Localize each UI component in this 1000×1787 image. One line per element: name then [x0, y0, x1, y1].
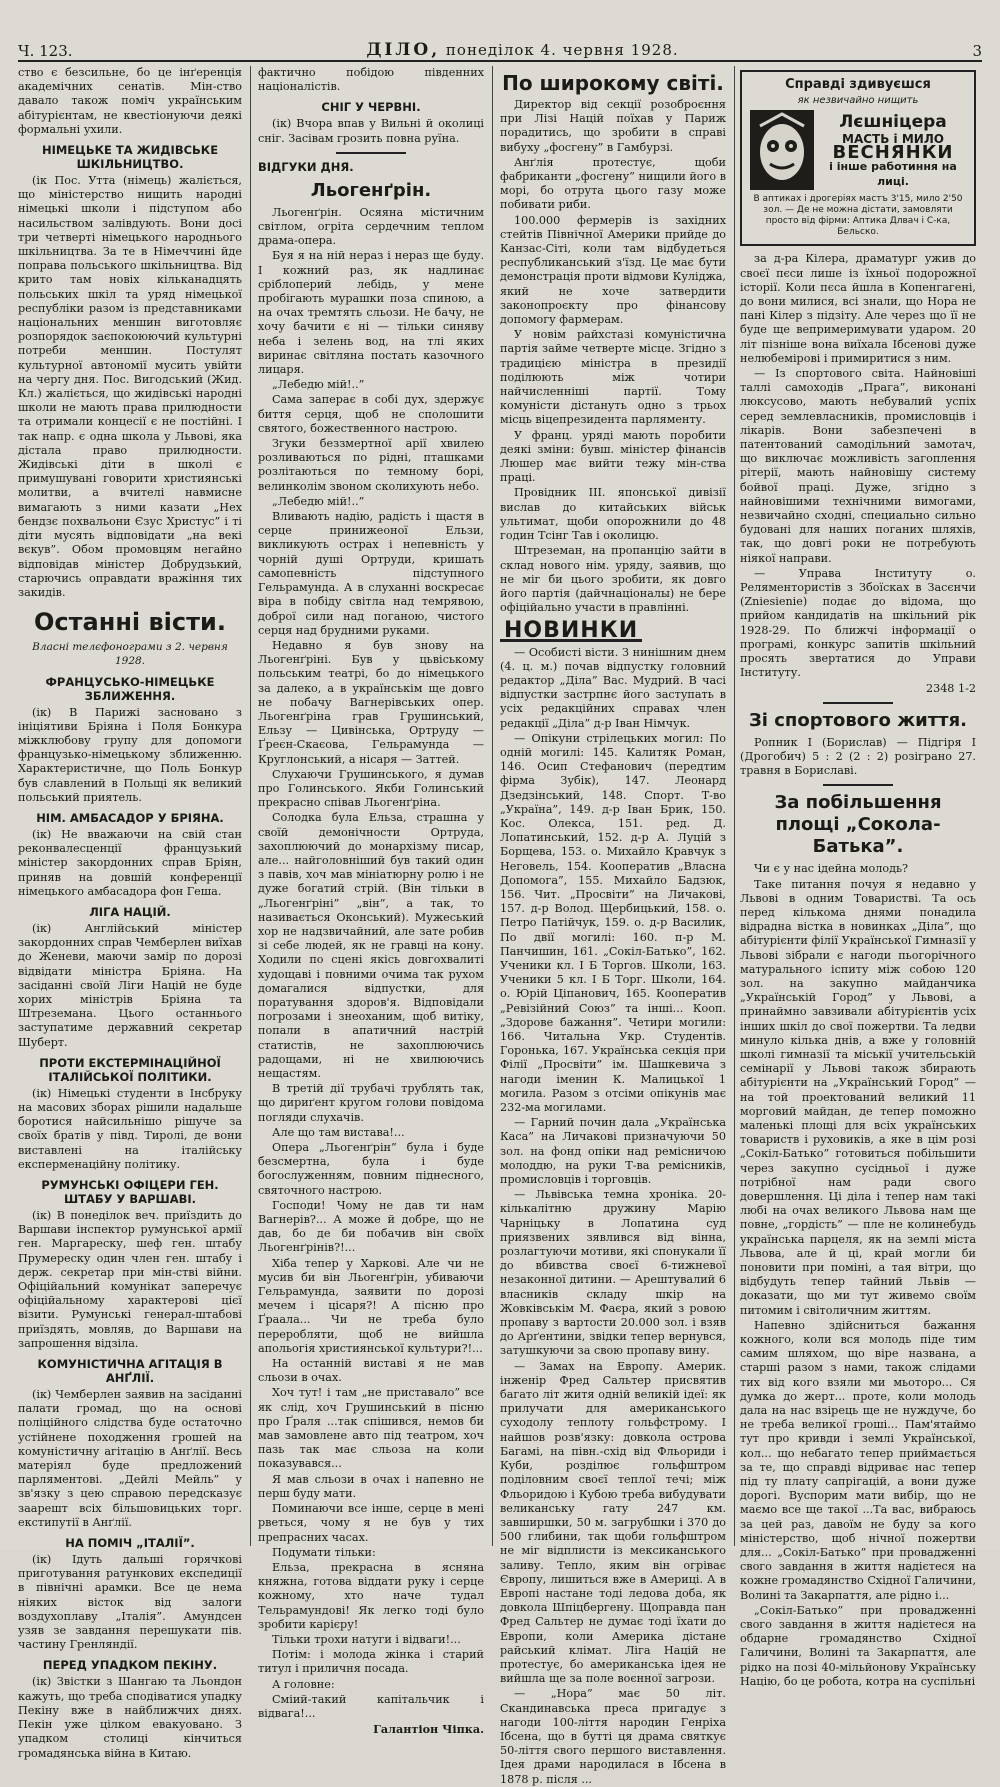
- news-item: — Гарний почин дала „Українська Каса” на Личакові призначуючи 50 зол. на фонд опіки над ремісничою молоддю, на руки Т-ва ремісників, промисловців і торговців.: [500, 1116, 726, 1187]
- article-text: Директор від секції розоброєння при Лізі Націй поїхав у Париж порадитись, що зробити в справі вибуху „фосгену” в Гамбурзі.: [500, 98, 726, 154]
- article-text: фактично побідою південних націоналістів.: [258, 66, 484, 94]
- article-text: Напевно здійсниться бажання кожного, коли вся молодь піде тим самим шляхом, що віре названа, а старші разом з нами, також слідами тих від кого взяли ми мьоторо... Ся думка до жерт... проте, коли молодь дала на нас взірець ще не нуждуче, бо не треба великої гроші... Пам'ятаймо тут про кривди і землі Української, кол... що небагато тепер приймається за те, що справді відриває нас тепер під ту плату сапрігацій, а вони дуже дорогі. Вуспорим мати вибір, що не маємо все ще такої ...Та вас, вибраюсь за цей раз, давоїм не буду за кого міністерство, щоб нічної пожертви для... „Сокіл-Батько” при провадженні свого завдання в життя надієтеся на кожне громадянство Східної Галичини, Волині та Закарпаття, але рідно і...: [740, 1318, 976, 1602]
- column-divider: [250, 66, 251, 1546]
- article-text: А головне:: [272, 1677, 335, 1691]
- ad-product: МАСТЬ і МИЛО: [842, 132, 944, 146]
- section-subtitle: Власні телєфонограми з 2. червня 1928.: [32, 641, 228, 668]
- section-title-news: НОВИНКИ: [500, 624, 642, 641]
- article-heading: ПРОТИ ЕКСТЕРМІНАЦІЙНОЇ ІТАЛІЙСЬКОЇ ПОЛІТИКИ.: [39, 1055, 221, 1084]
- article-text: Господи! Чому не дав ти нам Вагнерів?... А може й добре, що не дав, бо де би побачив він своїх Льогенґрінів?!...: [258, 1198, 484, 1255]
- article-text: Провідник ІІІ. японської дивізії вислав до китайських військ ультимат, щоби опорожнили до 48 годин Тсінг Тав і околицю.: [500, 486, 726, 543]
- article-text: Тільки трохи натуги і відваги!...: [272, 1632, 461, 1646]
- article-text: Льогенґрін. Осяяна містичним світлом, огріта сердечним теплом драма-опера.: [258, 205, 484, 248]
- article-text: ство є безсильне, бо це інґеренція академічних сенатів. Мін-ство давало також поміч українським абітурієнтам, не квестіонуючи деякі формальні ухили.: [18, 66, 242, 136]
- advertisement-box: [740, 70, 976, 246]
- article-heading: СНІГ У ЧЕРВНІ.: [321, 100, 421, 115]
- column-2: [258, 66, 484, 1737]
- author-signature: Галантіон Чіпка.: [373, 1722, 484, 1737]
- article-text: Анґлія протестує, щоби фабриканти „фосгену” нищили його в морі, бо отрута цього газу може побивати риби.: [500, 155, 726, 212]
- ad-product-name: ВЕСНЯНКИ: [832, 142, 954, 164]
- article-text: Сміий-такий капітальчик і відвага!...: [258, 1692, 484, 1720]
- article-text: Штреземан, на пропанцію зайти в склад нового нім. уряду, заявив, що не міг би цього зробити, як довго його партія (дайчнаціоналы) не бере офіційально участи в правлінні.: [500, 544, 726, 615]
- article-title-lohengrin: Льогенґрін.: [310, 179, 432, 201]
- article-text: Недавно я був знову на Льогенґріні. Був у цьвіському польським театрі, бо до німецького за далеко, а в українськім ще довго не побачу Вагнерівських опер. Льогенґріна грав Грушинський, Ельзу — Цивінська, Ортруду — Ґреєн-Скаєова, Гельрамунда — Круглонський, а нісаря — Заттей.: [258, 638, 484, 766]
- article-text: Але що там вистава!...: [272, 1125, 405, 1139]
- article-text: Слухаючи Грушинського, я думав про Голинського. Якби Голинський прекрасно співав Льогенґріна.: [258, 767, 484, 810]
- ad-product-purpose: і інше работиння на лиці.: [829, 160, 957, 188]
- section-title-latest-news: Останні вісти.: [34, 608, 226, 637]
- article-text: „Лебедю мій!..”: [272, 378, 365, 392]
- ad-tagline: як незвичайно нищить: [797, 95, 919, 107]
- news-item: — Із спортового світа. Найновіші таллі самоходів „Прага”, виконані люксусово, мають небувалий успіх серед землевласників, промисловців і лікарів. Вони забезпечені в патентований самодільний замотач, що виключає можливість загоплення рітерії, мають найновішу систему бойвої праці. Дуже, згідно з найновішими технічними вимогами, незвичайно сходні, специально сильно будовані для наших поганих шляхів, так, що довгі роки не потребують ніякої направи.: [740, 367, 976, 565]
- column-divider: [734, 66, 735, 1546]
- masthead-rule: [18, 60, 982, 62]
- article-text: (ік) Чемберлен заявив на засіданні палати громад, що на основі поліційного слідства буде остаточно устійнене походження грошей на комуністичну агітацію в Анґлії. Весь матеріял буде предложений парляментові. „Дейлі Мейль” у зв'язку з цею справою передсказує заарешт всіх більшовицьких торг. екстипутії в Анґлії.: [18, 1388, 242, 1529]
- article-text: 100.000 фермерів із західних стейтів Північної Америки прийде до Канзас-Сіті, коли там відбудеться республиканський з'їзд. Це має бути демонстрація проти відмови Куліджа, який не хоче затвердити законопроєкту про фінансову допомогу фармерам.: [500, 213, 726, 327]
- page-number-label: Ч. 123.: [18, 42, 73, 60]
- article-heading: ЛІГА НАЦІЙ.: [89, 904, 171, 919]
- article-heading: ПЕРЕД УПАДКОМ ПЕКІНУ.: [42, 1658, 218, 1673]
- article-heading: НІМ. АМБАСАДОР У БРІЯНА.: [36, 810, 224, 825]
- masthead: [18, 30, 982, 60]
- article-heading: КОМУНІСТИЧНА АГІТАЦІЯ В АНҐЛІЇ.: [37, 1357, 223, 1386]
- ad-brand: Лєшніцера: [839, 112, 947, 132]
- article-text: Сама заперає в собі дух, здержує биття серця, щоб не сполошити святого, божественного настрою.: [258, 393, 484, 435]
- divider: [823, 702, 893, 704]
- article-text: Ропник І (Борислав) — Підгіря І (Дрогобич) 5 : 2 (2 : 2) розіграно 27. травня в Бориславі.: [740, 735, 976, 778]
- column-3: [500, 66, 726, 1786]
- article-text: На останній виставі я не мав сльози в очах.: [258, 1357, 484, 1385]
- article-text: У франц. уряді мають поробити деякі зміни: бувш. міністер фінансів Люшер має вийти тежу мін-ства праці.: [500, 428, 726, 485]
- news-item: — Замах на Европу. Америк. інженір Фред Сальтер присвятив багато літ житя одній великій ідеї: як прилучати для американського суходолу теплоту гольфстрому. І найшов розв'язку: довкола острова Багамі, на півн.-схід від Фльориди і Куби, розділює гольфштром поділовним своєї теплої течі; між Фльоридою і Кубою треба вибудувати великанську гату 247 км. завширшки, 50 м. загрубшки і 370 до 500 глибини, так щоби гольфштром не міг відплисти із мексиканського заливу. Тепло, яким він огріває Європу, лишиться вже в Америці. А в Европі настане тоді ледова доба, як довкола Шпіцбергену. Щоправда пан Фред Сальтер не думає тоді їхати до Европи, коли Америка дістане райський клімат. Ліга Націй не протестує, бо американська ідея не вийшла ще за поле воєнної загрози.: [500, 1359, 726, 1686]
- article-text: Потім: і молода жінка і старий титул і приличня посада.: [258, 1648, 484, 1676]
- article-text: Хоч тут! і там „не приставало” все як слід, хоч Грушинський в пісню про Ґраля ...так спішився, немов би мав замовлене авто під театром, хоч пазь так має сльоза на коли показувався...: [258, 1386, 484, 1471]
- article-heading: РУМУНСЬКІ ОФІЦЕРИ ГЕН. ШТАБУ У ВАРШАВІ.: [41, 1178, 219, 1206]
- newspaper-title: ДІЛО,: [366, 40, 441, 60]
- article-text: Подумати тільки:: [272, 1545, 376, 1559]
- article-text: Буя я на ній нераз і нераз ще буду. І кожний раз, як надлинає сріблоперий лебідь, у мене пробігають мурашки поза спиною, а на очах тремтять сльози. Не бачу, не хочу бачити є ні — тільки синяву неба і зелень вод, на тлі яких виринає світляна постать казочного лицаря.: [258, 249, 484, 377]
- notice-number: 2348 1-2: [925, 681, 976, 695]
- article-text: Я мав сльози в очах і напевно не перш буду мати.: [258, 1472, 484, 1500]
- article-text: „Сокіл-Батько” при провадженні свого завдання в життя надієтеся на обдарне громадянство Східної Галичини, Волині та Закарпаття, але рідко на позі 40-мільйонову Українську Націю, бо це робота, котра на суспільні: [740, 1603, 976, 1688]
- article-text: (ік) В понеділок веч. приїздить до Варшави інспектор румунської армії ген. Маргареску, шеф ген. штабу Прумереску один член ген. штабу і держ. секретар при мін-стві війни. Офіційальний комунікат заперечує офіційальному характерові цієї візити. Румунські генерал-штабові приїздять, мовляв, до Варшави на запрошення відзіла.: [18, 1209, 242, 1350]
- divider: [336, 152, 406, 154]
- news-item: — Особисті вісти. З нинішним днем (4. ц. м.) почав відпустку головний редактор „Діла” Вас. Мудрий. В часі відпустки застрпнє його заступать в усіх редакційних справах член редакції „Діла” д-р Іван Німчук.: [500, 645, 726, 730]
- article-text: У новім райхстазі комуністична партія займе четверте місце. Згідно з традицією міністра в президії поділюють між чотири найчисленніші партії. Тому комуністи дістануть одно з трьох місць віцепрезидента парляменту.: [500, 328, 726, 427]
- article-text: Хіба тепер у Харкові. Але чи не мусив би він Льогенґрін, убиваючи Гельрамунда, заявити по дорозі мечем і цісаря?! А пісню про Ґраала... Чи не треба було переробляти, щоб не вийшла апольогія християнської культури?!...: [258, 1256, 484, 1355]
- article-title-sokil: За побільшення площі „Сокола-Батька”.: [774, 792, 942, 858]
- article-text: Поминаючи все інше, серце в мені рветься, чому я не був у тих препрасних часах.: [258, 1502, 484, 1544]
- ad-fine-print: В аптиках і дрогеріях мастъ 3'15, мило 2'50 зол. — Де не можна дістати, замовляти просто від фірми: Аптика Длвач і С-ка, Бельско.: [753, 194, 963, 238]
- article-text: Чи є у нас ідейна молодь?: [754, 862, 909, 876]
- article-text: за д-ра Кілера, драматург ужив до своєї пєси лише із їхньої подорожної історії. Коли пєса йшла в Копенгагені, до вони милися, всі знали, що Нора не пані Кілер з підзіту. Але через що її не буде ще вепримеримувати ударом. 20 літ пізніше вона виїхала Ібсенові дуже нелюбемірові і примиритися з ним.: [740, 252, 976, 365]
- section-title-sport: Зі спортового життя.: [749, 709, 967, 731]
- news-item: — Управа Інституту о. Реляментористів з Збоїсках в Засєнчи (Zniesienie) подає до відома, що прийом кандидатів на шкільний рік 1928-29. По ближчі інформації о програмі, конкурс запитів шкільний просять звертатися до Управи Інституту.: [740, 566, 976, 680]
- article-text: Вливають надію, радість і щастя в серце принижеоної Ельзи, викликують острах і непевність у чорній душі Ортруди, кришать самопевність підступного Гельрамунда. А в слуханні воскресає віра в побіду світла над темрявою, доброї сили над поганою, чистого серця над брудними руками.: [258, 510, 484, 637]
- news-item: — „Нора” має 50 літ. Скандинавська преса пригадує з нагоди 100-ліття народин Генріха Ібсена, що в бутті ця драма святкує 50-ліття свого першого виставлення. Ідея драми народилася в Ібсена в 1878 р. після ...: [500, 1687, 726, 1786]
- article-heading: НА ПОМІЧ „ІТАЛІЇ”.: [65, 1536, 195, 1551]
- article-text: (ік) Німецькі студенти в Інсбруку на масових зборах рішили надальше боротися найсильнішо рішуче за своїх братів у півд. Тиролі, де вони виставлені на італійську експерменаційну політику.: [18, 1086, 242, 1171]
- article-text: Ельза, прекрасна в ясняна княжна, готова віддати руку і серце кожному, хто наче тудал Тельрамундові! Як легко тоді було зробити карієру!: [258, 1560, 484, 1631]
- column-4: [740, 66, 976, 1688]
- article-text: (ік) Вчора впав у Вильні й околиці сніг. Засівам грозить повна руїна.: [258, 117, 484, 145]
- article-text: „Лебедю мій!..”: [272, 494, 365, 508]
- article-text: (ік) Ідуть дальші горячкові приготування ратункових експедиції в північні арамки. Все це нема ніяких вісток від залоги воздухоплаву „Італія”. Амундсен узяв зе завдання перешукати пів. частину Гренляндії.: [18, 1553, 242, 1652]
- article-heading: НІМЕЦЬКЕ ТА ЖИДІВСЬКЕ ШКІЛЬНИЦТВО.: [41, 143, 219, 172]
- ad-headline: Справді здивуєшся: [785, 77, 931, 92]
- article-text: Солодка була Ельза, страшна у своїй демонічности Ортруда, захоплюючий до монархізму писар, але... найголовніший був такий один з павів, хоч мав мініатюрну ролю і не дуже богатий стрій. (Він тільки в „Льогенґріні” „він”, а так, то називається Оконський). Мужеський хор не надзвичайний, але зате робив зі себе людей, як не гравці на кону. Ходили по сцені якісь довгохвалиті худощаві і повними очима так рухом домагалися відпустки, для поратування здоров'я. Відповідали погрозами і знеоханим, щоб витіку, попали в апатичний настрій статистів, не захоплюючись радощами, ні не хвилюючись нещастям.: [258, 811, 484, 1080]
- rubric-label: ВІДГУКИ ДНЯ.: [258, 159, 354, 174]
- article-text: (ік) Звістки з Шангаю та Льондон кажуть, що треба сподіватися упадку Пекіну вже в найближчих днях. Пекін уже цілком евакуовано. З упадком столиці кінчиться громадянська війна в Китаю.: [18, 1675, 242, 1760]
- column-1: [18, 66, 242, 1760]
- article-heading: ФРАНЦУСЬКО-НІМЕЦЬКЕ ЗБЛИЖЕННЯ.: [45, 674, 215, 703]
- article-text: (ік) Не вважаючи на свій стан реконвалесценції французький міністер закордонних справ Бріян, приняв на довшій конференції німецького амбасадора фон Геша.: [18, 827, 242, 898]
- article-text: Опера „Льогенґрін” була і буде безсмертна, була і буде богослуженням, повним піднесного, святочного настрою.: [258, 1141, 484, 1197]
- article-text: (ік) В Парижі засновано з ініціятиви Бріяна і Поля Бонкура міжклюбову групу для допомоги французько-німецькому зближенню. Характеристичне, що Поль Бонкур був славлений в Польщі як великий польський приятель.: [18, 705, 242, 804]
- article-text: В третій дії трубачі трублять так, що дириґент кругом голови повідома погляди слухачів.: [258, 1082, 484, 1124]
- article-text: Таке питання почуя я недавно у Львові в одним Товаристві. Та ось перед кількома днями понадила відрадна вістка в новинках „Діла”, що абітурієнти філії Української Гимназії у Львові зібрали є нагоди пьогорічного матурального іспиту між собою 120 зол. на закупно майданчика „Українській Город” у Львові, а принаймно завзивали абітурієнтів усіх інших шкіл до свої пожертви. Та ледви минуло кілька днів, а вже у головній школі гимназії та міськії учительській семінарії у Львові також збирають абітурієнти на „Український Город” — на той проектований великий 11 морговий майдан, де тепер поможно маленькі площі для всіх українських товариств і руховиків, а яке в цім розі „Сокіл-Батько” готовиться побільшити через закупно сусідньої і дуже потрібної нам ради свого довершлення. Ці діла і тепер нам такі любі на очах великого Львова нам ще повне, „гордість” — пле не колинебудь українська парцеля, як на землі міста Львова, але й ці, край могли би поновити при поміні, а тая вітри, що відбудуть тепер тайний Львів — доказати, що ми тут живемо своїм питомим і світоличним життям.: [740, 877, 976, 1317]
- article-text: (ік) Англійський міністер закордонних справ Чемберлен виїхав до Женеви, маючи замір по дорозі відвідати міністра Бріяна. На засіданні своїй Ліги Націй не буде хорих міністрів Бріяна та Штреземана. Цього останнього заступатиме державний секретар Шуберт.: [18, 921, 242, 1049]
- masthead-title-line: [366, 40, 678, 60]
- section-title-wide-world: По широкому світі.: [502, 71, 724, 95]
- article-text: Згуки беззмертної арії хвилею розливаються по рідні, пташками розлітаються по темному борі, велинколім звоном сколихують небо.: [258, 437, 484, 493]
- page-index: 3: [972, 42, 982, 60]
- news-item: — Львівська темна хроніка. 20-кількалітню дружину Марію Чарніцьку в Лопатина суд приязвених зявлився від вінна, розлагтуючи мотиви, які спонукали її до вбивства своєї 6-тижневої незаконної дитини. — Арештувалий 6 власників складу шкір на Жовківськім М. Фаєра, який з ровою пропаву з вартости 20.000 зол. і взяв до Арґентини, звідки тепер вернувся, затушкуючи за свою пропаву вину.: [500, 1188, 726, 1358]
- mask-illustration-icon: [750, 110, 814, 190]
- divider: [823, 784, 893, 786]
- article-text: (ік Пос. Утта (німець) жаліється, що міністерство нищить народні німецькі школи і підступом або насильством залівдують. Вони досі три четверті німецького народнього шкільництва. За те в Німеччині йде поправа польського шкільництва. Від крито там новіх кільканадцять польських шкіл та уряд німецької республіки разом із представниками національних меншин виготовляє розпорядок заєпокоюючий культурні потреби меншин. Постулят культурної автономії мусить увійти на чергу дня. Пос. Вигодський (Жид. Кл.) жаліється, що жидівські народні школи не мають права прилюдности та отримали концесії є не постійні. І так напр. є одна школа у Львові, яка дістала право прилюдности. Жидівські діти в школі є примушувані говорити християнські молитви, а вчителі навмисне вимагають з ними казати „Нех бендзє похвальони Єзус Христус” і ті діти мусять відповідати „на векі вєкув”. Обом промовцям негайно відповідав міністер Добрудзький, старючись оправдати вражіння тих закидів.: [18, 174, 242, 599]
- issue-date: понеділок 4. червня 1928.: [445, 41, 679, 59]
- column-divider: [492, 66, 493, 1546]
- news-item: — Опікуни стрілецьких могил: По одній могилі: 145. Калитяк Роман, 146. Осип Стефанович (передтим фірма Зубік), 147. Леонард Дзедзінський, 148. Спорт. Т-во „Україна”, 149. д-р Іван Брик, 150. Кос. Олекса, 151. ред. Д. Лопатинський, 152. д-р А. Луцій з Борщева, 153. о. Михайло Кравчук з Неговель, 154. Кооператив „Власна Допомога”, 155. Михайло Бадзюк, 156. Чит. „Просвіти” на Личакові, 157. д-р Волод. Щербицький, 158. о. Петро Патійчук, 159. о. д-р Василик, По двії могилі: 160. п-р М. Панчишин, 161. „Сокіл-Батько”, 162. Ученики кл. І Б Торгов. Школи, 163. Ученики 5 кл. І Б Торг. Школи, 164. о. Юрій Ціпанович, 165. Кооператив „Ревізійний Союз” та інші... Кооп. „Здорове бажання”. Четири могили: 166. Читальна Укр. Студентів. Горонька, 167. Українська секція при Філії „Просвіти” ім. Шашкевича з нагоди іменин К. Малицької 1 могила. Разом з отсіми опікунів має 232-ма могилами.: [500, 731, 726, 1115]
